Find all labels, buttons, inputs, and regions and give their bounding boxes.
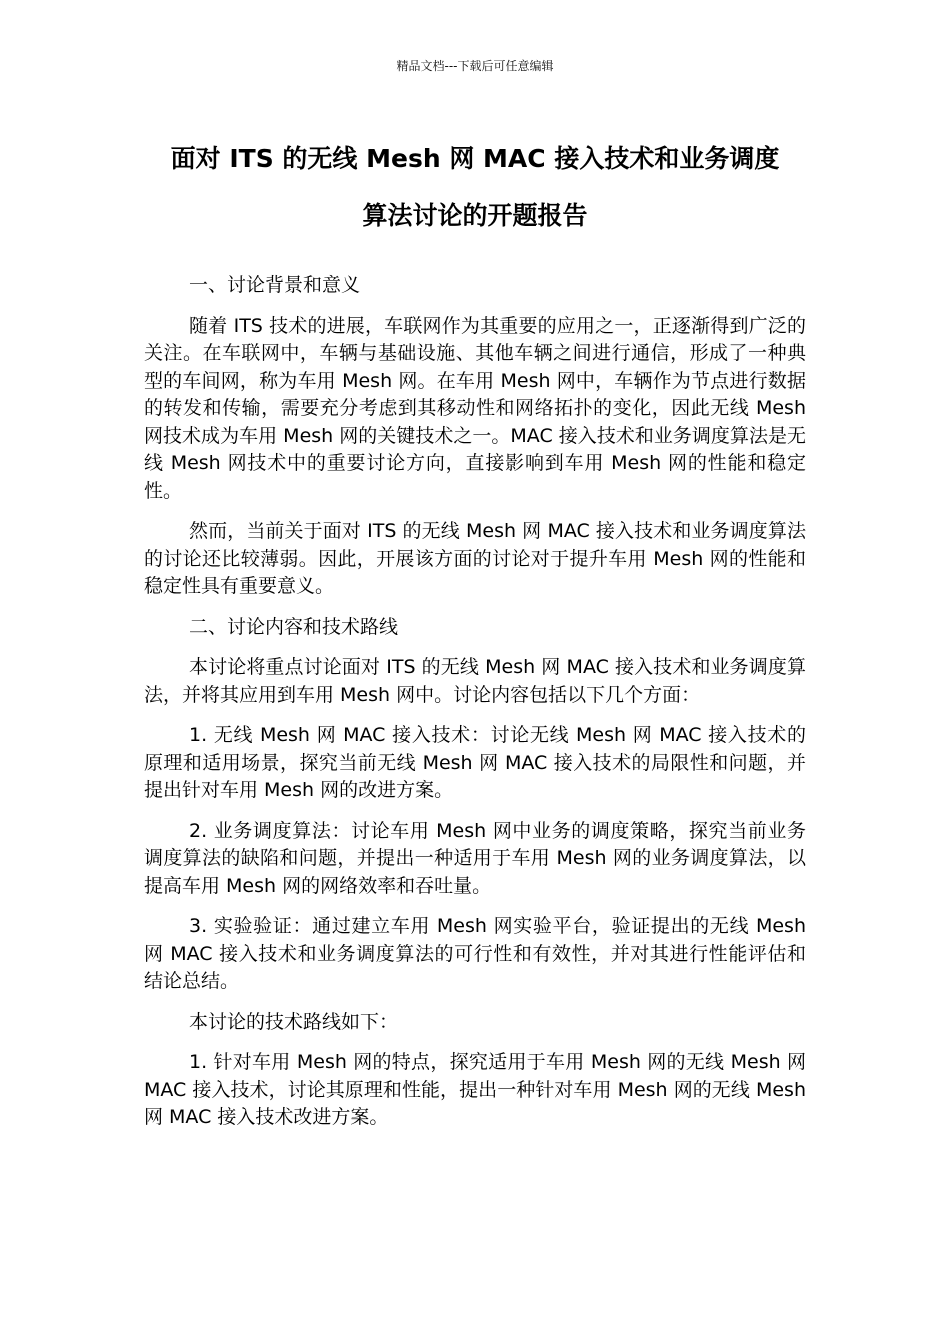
document-title [140, 130, 810, 244]
section-heading-content: 二、讨论内容和技术路线 [189, 615, 399, 638]
list-item-route-1: 1. 针对车用 Mesh 网的特点，探究适用于车用 Mesh 网的无线 Mesh 网 MAC 接入技术，讨论其原理和性能，提出一种针对车用 Mesh 网的无线 Mesh 网 MAC 接入技术改进方案。 [144, 1051, 806, 1128]
section-heading-background: 一、讨论背景和意义 [189, 274, 361, 296]
list-item-scheduling: 2. 业务调度算法：讨论车用 Mesh 网中业务的调度策略，探究当前业务调度算法的缺陷和问题，并提出一种适用于车用 Mesh 网的业务调度算法，以提高车用 Mesh 网的网络效率和吞吐量。 [144, 819, 806, 897]
document-title-line-2: 算法讨论的开题报告 [362, 201, 588, 230]
paragraph-route-intro: 本讨论的技术路线如下： [189, 1010, 399, 1033]
list-item-mac-access: 1. 无线 Mesh 网 MAC 接入技术：讨论无线 Mesh 网 MAC 接入技术的原理和适用场景，探究当前无线 Mesh 网 MAC 接入技术的局限性和问题，并提出针对车用 Mesh 网的改进方案。 [144, 724, 806, 801]
list-item-experiment: 3. 实验验证：通过建立车用 Mesh 网实验平台，验证提出的无线 Mesh 网 MAC 接入技术和业务调度算法的可行性和有效性，并对其进行性能评估和结论总结。 [144, 915, 806, 992]
document-body [144, 272, 806, 1145]
header-note: 精品文档---下载后可任意编辑 [396, 59, 554, 73]
paragraph-content-intro: 本讨论将重点讨论面对 ITS 的无线 Mesh 网 MAC 接入技术和业务调度算法，并将其应用到车用 Mesh 网中。讨论内容包括以下几个方面： [144, 656, 806, 706]
paragraph-background-2: 然而，当前关于面对 ITS 的无线 Mesh 网 MAC 接入技术和业务调度算法的讨论还比较薄弱。因此，开展该方面的讨论对于提升车用 Mesh 网的性能和稳定性具有重要意义。 [144, 520, 806, 597]
paragraph-background-1: 随着 ITS 技术的进展，车联网作为其重要的应用之一，正逐渐得到广泛的关注。在车联网中，车辆与基础设施、其他车辆之间进行通信，形成了一种典型的车间网，称为车用 Mesh 网。在车用 Mesh 网中，车辆作为节点进行数据的转发和传输，需要充分考虑到其移动性和网络拓扑的变化，因此无线 Mesh 网技术成为车用 Mesh 网的关键技术之一。MAC 接入技术和业务调度算法是无线 Mesh 网技术中的重要讨论方向，直接影响到车用 Mesh 网的性能和稳定性。 [144, 314, 806, 502]
document-title-line-1: 面对 ITS 的无线 Mesh 网 MAC 接入技术和业务调度 [170, 144, 780, 173]
